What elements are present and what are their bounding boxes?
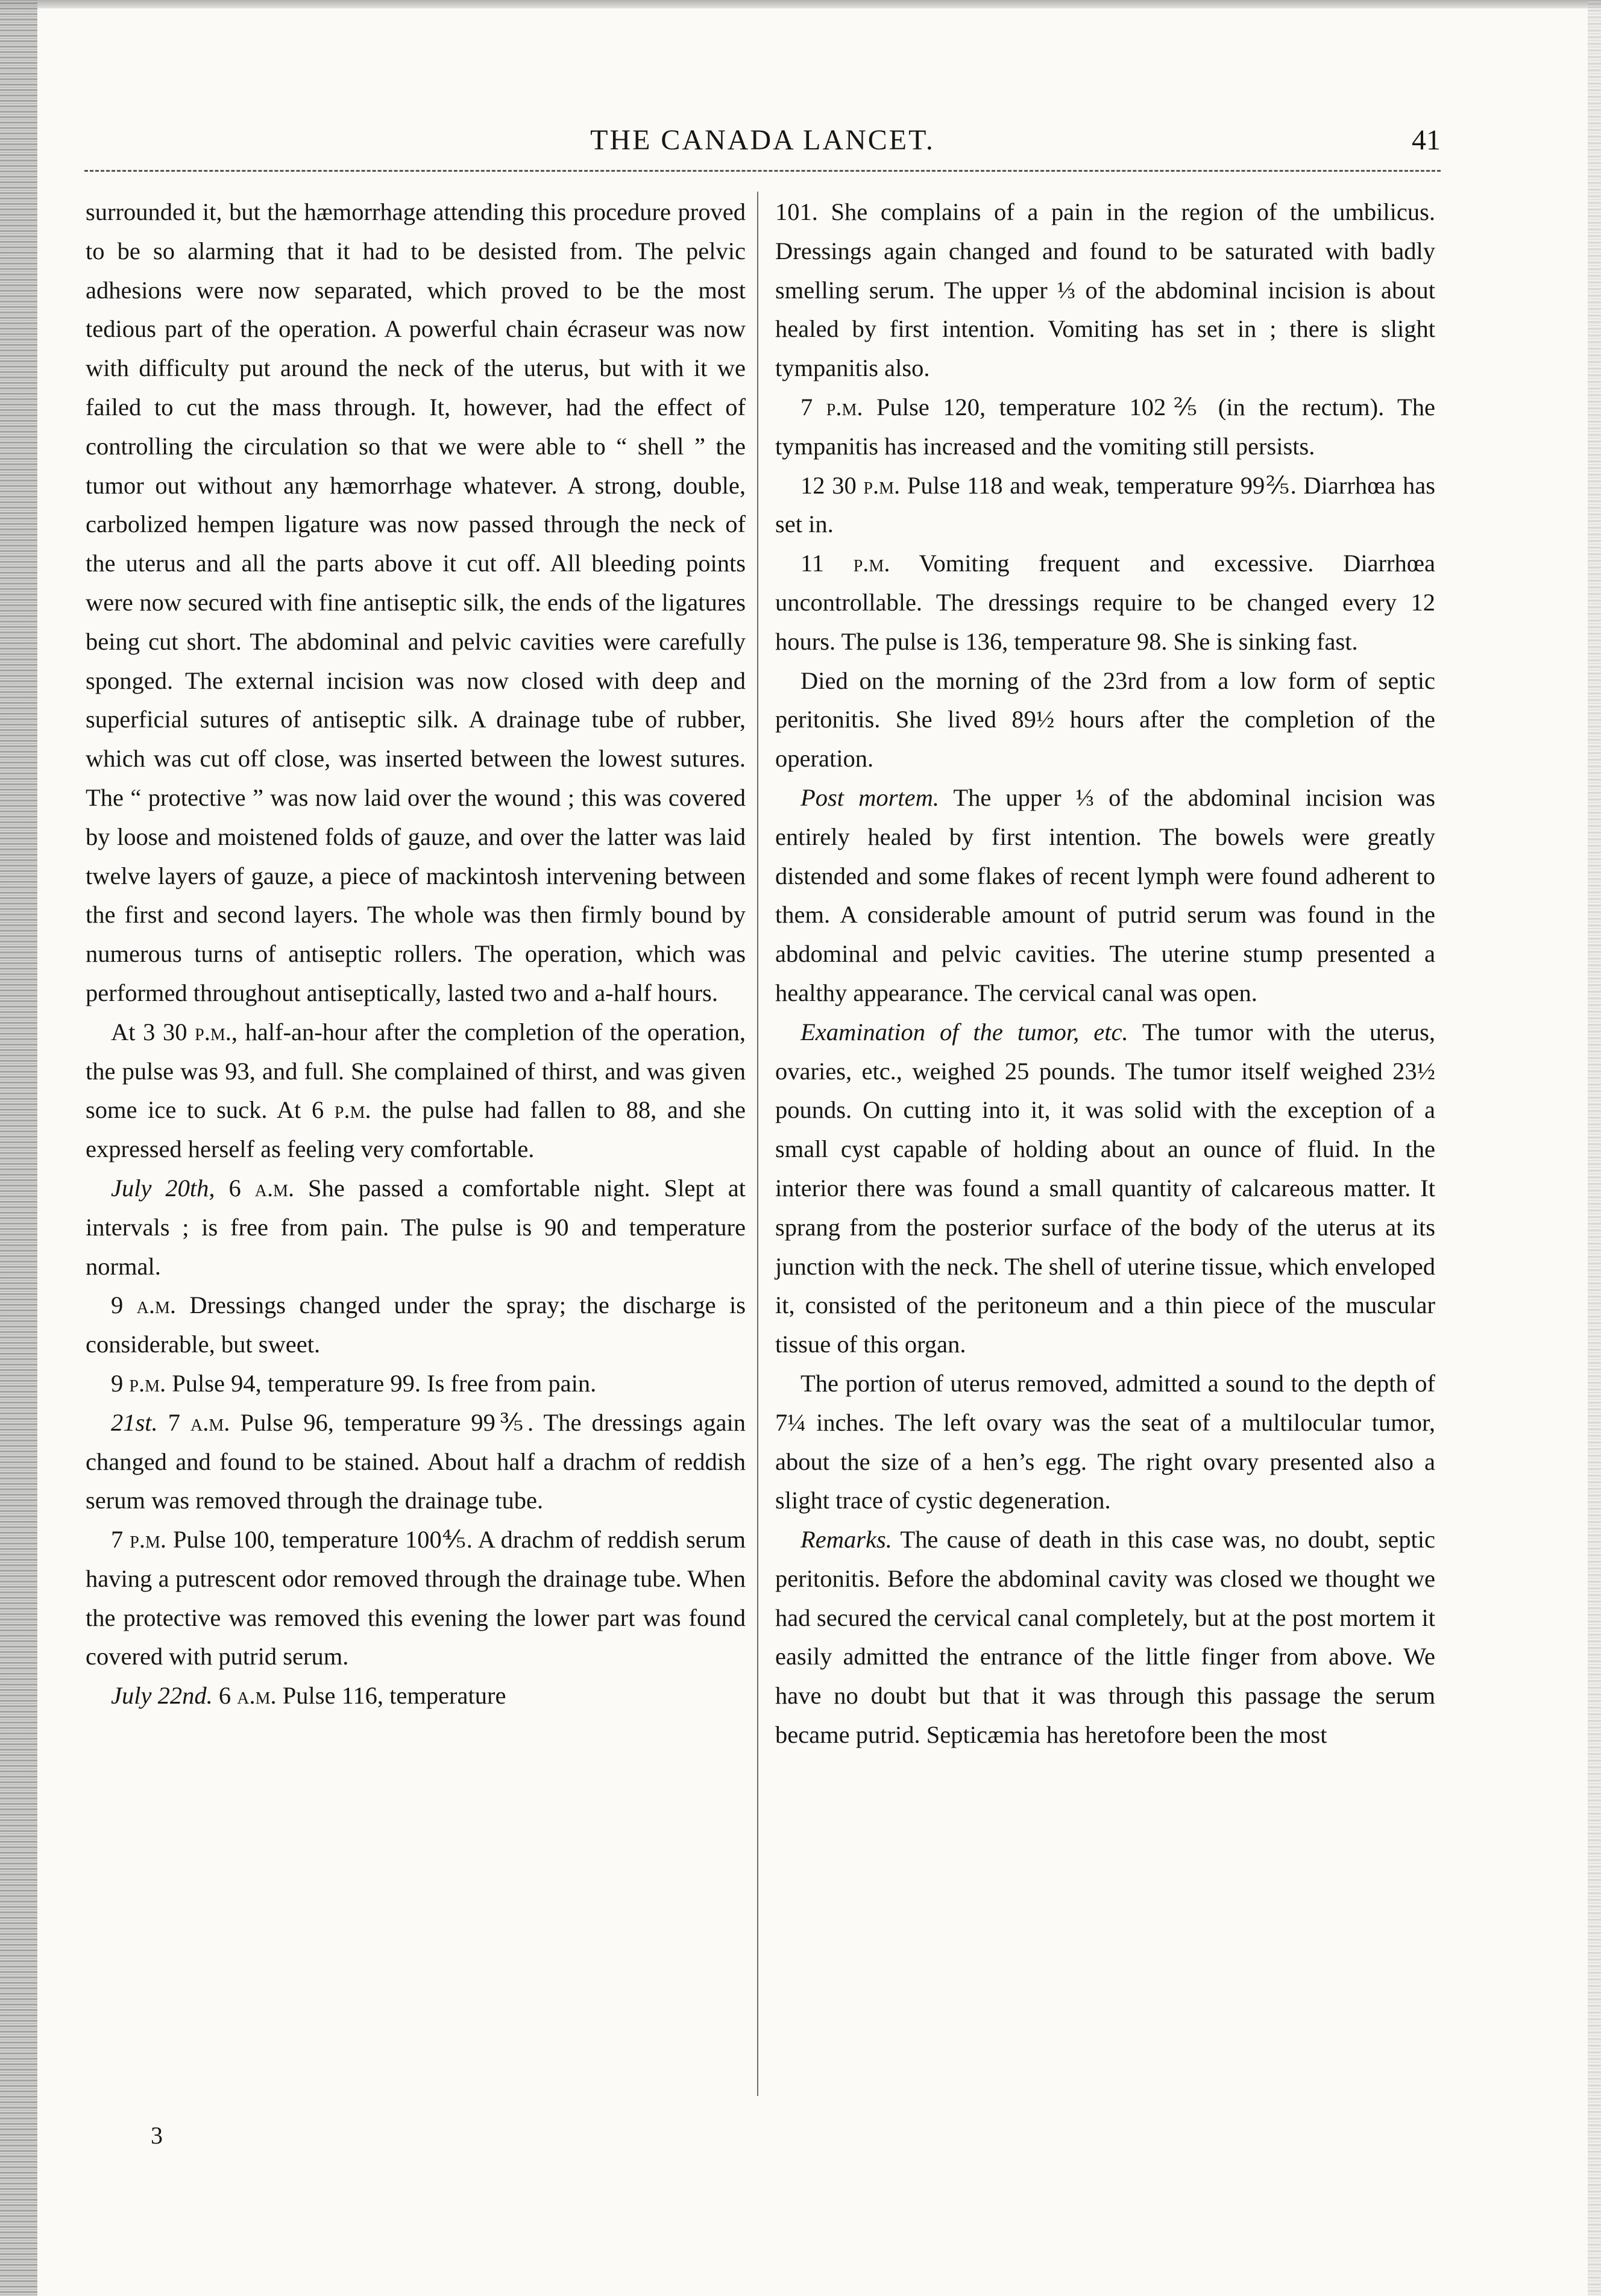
paragraph-text: Pulse 120, temperature 102⅖ (in the rectum). The tympanitis has increased and the vomiting still persists. [775,393,1435,460]
paragraph-text: 9 [111,1291,137,1319]
paragraph-text: Pulse 96, temperature 99⅗. The dressings again changed and found to be stained. About half a drachm of reddish serum was removed through the drainage tube. [86,1408,746,1514]
column-divider [757,192,758,2096]
paragraph [775,1013,1435,1364]
time-abbrev-text: a.m. [136,1291,176,1319]
paragraph [775,388,1435,466]
paragraph-text: surrounded it, but the hæmorrhage attending this procedure proved to be so alarming that it had to be desisted from. The pelvic adhesions were now separated, which proved to be the most tedious part of the operation. A powerful chain écraseur was now with difficulty put around the neck of the uterus, but with it we failed to cut the mass through. It, however, had the effect of controlling the circulation so that we were able to “ shell ” the tumor out without any hæmorrhage whatever. A strong, double, carbolized hempen ligature was now passed through the neck of the uterus and all the parts above it cut off. All bleeding points were now secured with fine antiseptic silk, the ends of the ligatures being cut short. The abdominal and pelvic cavities were carefully sponged. The external incision was now closed with deep and superficial sutures of antiseptic silk. A drainage tube of rubber, which was cut off close, was inserted between the lowest sutures. The “ protective ” was now laid over the wound ; this was covered by loose and moistened folds of gauze, and over the latter was laid twelve layers of gauze, a piece of mackintosh intervening between the first and second layers. The whole was then firmly bound by numerous turns of antiseptic rollers. The operation, which was performed throughout antiseptically, lasted two and a-half hours. [86,198,746,1006]
paragraph-text: 7 [157,1408,191,1436]
paragraph [86,1286,746,1364]
page-header [84,124,1441,166]
paragraph-text: Vomiting frequent and excessive. Diarrhœa uncontrollable. The dressings require to be changed every 12 hours. The pulse is 136, temperature 98. She is sinking fast. [775,550,1436,655]
time-abbrev-text: a.m. [254,1174,295,1202]
paragraph [775,1364,1435,1520]
paragraph [86,1169,746,1286]
paragraph-text: Pulse 94, temperature 99. Is free from pain. [166,1369,597,1397]
paragraph-text: 11 [800,550,854,577]
time-abbrev-text: p.m. [826,393,863,421]
left-column [86,193,746,1716]
paragraph [86,1404,746,1520]
italic-heading-text: Post mortem. [800,783,939,811]
paragraph-text: Died on the morning of the 23rd from a low form of septic peritonitis. She lived 89½ hours after the completion of the operation. [775,667,1435,773]
scan-top-edge [0,0,1601,8]
paragraph [86,193,746,1013]
paragraph-text: 7 [800,393,826,421]
italic-heading-text: 21st. [111,1408,158,1436]
paragraph-text: The tumor with the uterus, ovaries, etc., weighed 25 pounds. The tumor itself weighed 23½ pounds. On cutting into it, it was solid with the exception of a small cyst capable of holding about an ounce of fluid. In the interior there was found a small quantity of calcareous matter. It sprang from the posterior surface of the body of the uterus at its junction with the neck. The shell of uterine tissue, which enveloped it, consisted of the peritoneum and a thin piece of the muscular tissue of this organ. [775,1018,1435,1358]
header-rule [84,170,1441,172]
time-abbrev-text: p.m. [130,1526,166,1554]
paragraph-text: The upper ⅓ of the abdominal incision was entirely healed by first intention. The bowels were greatly distended and some flakes of recent lymph were found adherent to them. A considerable amount of putrid serum was found in the abdominal and pelvic cavities. The uterine stump presented a healthy appearance. The cervical canal was open. [775,783,1435,1006]
paragraph [86,1364,746,1404]
paragraph-text: The cause of death in this case was, no doubt, septic peritonitis. Before the abdominal cavity was closed we thought we had secured the cervical canal completely, but at the post mortem it easily admitted the entrance of the little finger from above. We have no doubt but that it was through this passage the serum became putrid. Septicæmia has heretofore been the most [775,1526,1435,1749]
running-head: THE CANADA LANCET. [590,124,935,156]
paragraph [775,779,1435,1013]
paragraph-text: She passed a comfortable night. Slept at intervals ; is free from pain. The pulse is 90 and temperature normal. [86,1174,746,1280]
signature-mark: 3 [151,2122,163,2149]
time-abbrev-text: p.m. [334,1096,371,1124]
paragraph-text: Pulse 118 and weak, temperature 99⅖. Diarrhœa has set in. [775,471,1436,538]
paragraph-text: 6 [215,1174,255,1202]
time-abbrev-text: p.m. [129,1369,166,1397]
scan-left-edge [0,0,37,2296]
paragraph [775,466,1435,545]
italic-heading-text: July 22nd. [111,1682,213,1710]
paragraph-text: 9 [111,1369,130,1397]
paragraph [775,1520,1435,1755]
paragraph-text: The portion of uterus removed, admitted a sound to the depth of 7¼ inches. The left ovary was the seat of a multilocular tumor, about the size of a hen’s egg. The right ovary presented also a slight trace of cystic degeneration. [775,1369,1435,1514]
time-abbrev-text: p.m. [863,471,901,499]
italic-heading-text: July 20th, [111,1174,215,1202]
paragraph [775,662,1435,779]
paragraph [86,1520,746,1677]
scan-right-edge [1588,0,1601,2296]
paragraph [86,1013,746,1169]
right-column [775,193,1435,1755]
time-abbrev-text: a.m. [237,1682,277,1710]
paragraph-text: , half-an-hour after the completion of the operation, the pulse was 93, and full. She complained of thirst, and was given some ice to suck. At 6 [86,1018,746,1124]
paragraph-text: Dressings changed under the spray; the discharge is considerable, but sweet. [86,1291,746,1358]
paragraph-text: 101. She complains of a pain in the region of the umbilicus. Dressings again changed and found to be saturated with badly smelling serum. The upper ⅓ of the abdominal incision is about healed by first intention. Vomiting has set in ; there is slight tympanitis also. [775,198,1435,382]
paragraph [775,193,1435,388]
time-abbrev-text: a.m. [190,1408,230,1436]
paragraph [775,544,1435,661]
italic-heading-text: Examination of the tumor, etc. [800,1018,1128,1046]
paragraph [86,1677,746,1716]
paragraph-text: 6 [212,1682,237,1710]
paragraph-text: 12 30 [800,471,864,499]
time-abbrev-text: p.m. [853,550,890,577]
paragraph-text: the pulse had fallen to 88, and she expressed herself as feeling very comfortable. [86,1096,746,1163]
time-abbrev-text: p.m. [195,1018,231,1046]
italic-heading-text: Remarks. [800,1526,892,1554]
paragraph-text: 7 [111,1526,130,1554]
paragraph-text: Pulse 116, temperature [276,1682,506,1710]
paragraph-text: Pulse 100, temperature 100⅘. A drachm of reddish serum having a putrescent odor removed through the drainage tube. When the protective was removed this evening the lower part was found covered with putrid serum. [86,1526,746,1670]
paragraph-text: At 3 30 [111,1018,195,1046]
page-number: 41 [1412,124,1441,156]
